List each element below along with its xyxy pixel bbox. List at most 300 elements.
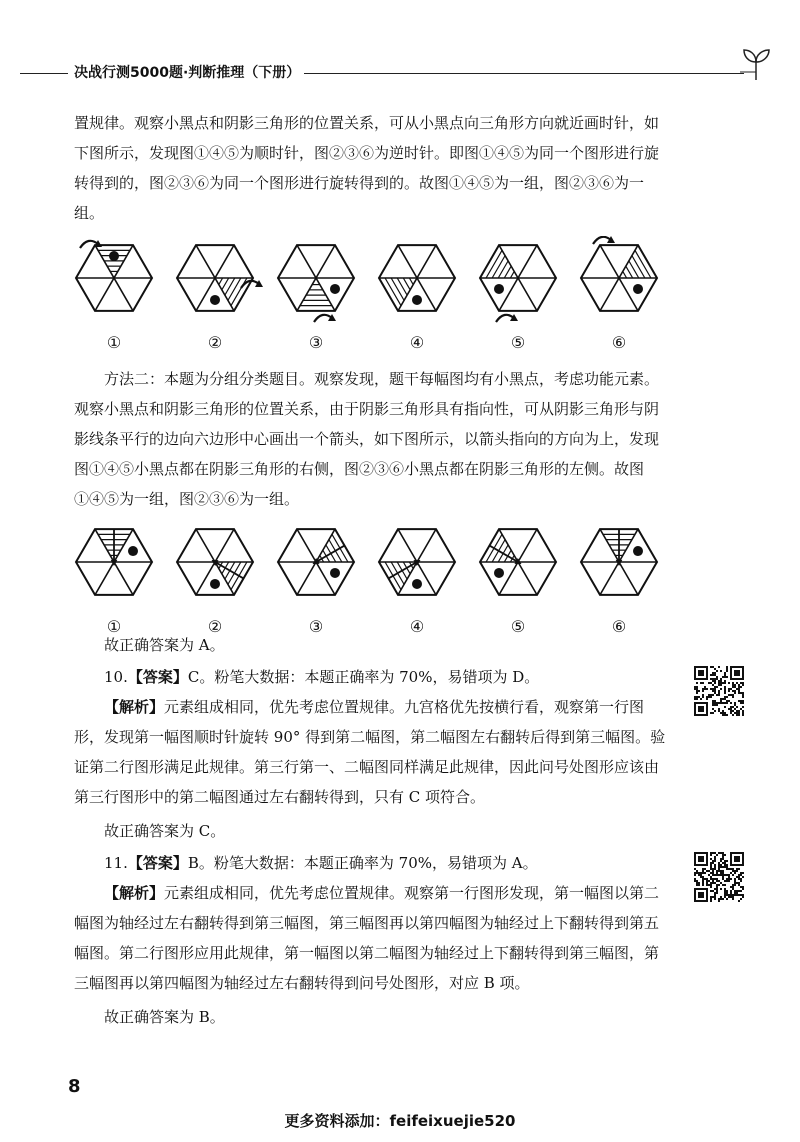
qr-module <box>712 712 714 714</box>
qr-module <box>734 684 736 686</box>
qr-module <box>724 672 726 674</box>
qr-module <box>716 874 718 876</box>
qr-module <box>736 682 738 684</box>
qr-module <box>712 882 714 884</box>
qr-module <box>714 882 716 884</box>
qr-module <box>718 866 720 868</box>
qr-module <box>712 680 714 682</box>
qr-module <box>738 710 740 712</box>
qr-module <box>724 884 726 886</box>
qr-module <box>732 868 734 870</box>
qr-module <box>732 706 734 708</box>
qr-module <box>714 674 716 676</box>
qr-module <box>726 700 728 702</box>
qr-module <box>714 866 716 868</box>
qr-module <box>696 870 698 872</box>
qr-module <box>708 870 710 872</box>
qr-module <box>722 878 724 880</box>
qr-module <box>720 852 722 854</box>
qr-module <box>740 702 742 704</box>
qr-module <box>704 878 706 880</box>
qr-module <box>728 700 730 702</box>
hexagon-figure-6 <box>581 529 657 636</box>
qr-module <box>714 686 716 688</box>
qr-module <box>740 686 742 688</box>
qr-module <box>734 884 736 886</box>
qr-module <box>702 884 704 886</box>
qr-module <box>702 880 704 882</box>
hexagon-figure-5 <box>480 245 556 352</box>
qr-module <box>742 888 744 890</box>
qr-module <box>702 882 704 884</box>
qr-module <box>724 864 726 866</box>
hexagon-figure-3 <box>278 245 354 352</box>
qr-module <box>722 856 724 858</box>
qr-module <box>720 866 722 868</box>
qr-module <box>738 700 740 702</box>
hexagon-figure-1 <box>76 240 152 352</box>
qr-module <box>718 884 720 886</box>
qr-module <box>716 854 718 856</box>
qr-module <box>738 712 740 714</box>
qr-module <box>708 874 710 876</box>
qr-module <box>716 878 718 880</box>
qr-module <box>720 896 722 898</box>
qr-module <box>710 682 712 684</box>
qr-module <box>728 690 730 692</box>
qr-module <box>710 696 712 698</box>
qr-module <box>742 684 744 686</box>
qr-module <box>740 872 742 874</box>
qr-module <box>720 860 722 862</box>
qr-module <box>728 896 730 898</box>
qr-module <box>728 868 730 870</box>
shaded-triangle <box>619 245 657 278</box>
qr-module <box>738 900 740 902</box>
black-dot <box>412 579 422 589</box>
qr-module <box>718 900 720 902</box>
qr-module <box>714 700 716 702</box>
qr-module <box>716 884 718 886</box>
qr-module <box>738 882 740 884</box>
sprout-icon <box>736 42 776 82</box>
qr-module <box>742 710 744 712</box>
qr-module <box>740 700 742 702</box>
qr-module <box>716 702 718 704</box>
qr-module <box>726 676 728 678</box>
qr-module <box>730 710 732 712</box>
qr-module <box>716 670 718 672</box>
qr-module <box>740 708 742 710</box>
qr-module <box>704 686 706 688</box>
qr-module <box>708 880 710 882</box>
qr-module <box>730 708 732 710</box>
qr-module <box>736 688 738 690</box>
qr-module <box>720 702 722 704</box>
qr-module <box>712 690 714 692</box>
q10-answer-line <box>74 662 672 692</box>
qr-module <box>720 670 722 672</box>
qr-module <box>724 676 726 678</box>
qr-module <box>736 710 738 712</box>
qr-module <box>738 690 740 692</box>
qr-module <box>722 702 724 704</box>
qr-finder-core <box>734 856 740 862</box>
hexagon-figure-row-1 <box>70 236 682 352</box>
qr-module <box>730 878 732 880</box>
qr-module <box>720 684 722 686</box>
qr-module <box>718 692 720 694</box>
qr-module <box>712 872 714 874</box>
qr-module <box>738 686 740 688</box>
shaded-triangle <box>379 278 417 311</box>
qr-module <box>734 708 736 710</box>
qr-module <box>718 862 720 864</box>
qr-module <box>738 884 740 886</box>
qr-module <box>722 710 724 712</box>
qr-module <box>732 696 734 698</box>
qr-module <box>706 878 708 880</box>
qr-module <box>720 678 722 680</box>
qr-module <box>716 886 718 888</box>
qr-module <box>714 888 716 890</box>
qr-code-icon[interactable] <box>694 852 744 902</box>
qr-module <box>714 678 716 680</box>
qr-module <box>742 894 744 896</box>
qr-module <box>706 880 708 882</box>
header-rule-left <box>20 73 68 74</box>
qr-module <box>730 872 732 874</box>
qr-module <box>722 714 724 716</box>
qr-module <box>694 874 696 876</box>
qr-module <box>694 688 696 690</box>
qr-module <box>736 712 738 714</box>
qr-module <box>722 682 724 684</box>
qr-module <box>726 696 728 698</box>
qr-module <box>734 878 736 880</box>
qr-module <box>730 886 732 888</box>
qr-module <box>724 866 726 868</box>
qr-code-icon[interactable] <box>694 666 744 716</box>
qr-module <box>720 872 722 874</box>
qr-module <box>714 690 716 692</box>
qr-module <box>710 674 712 676</box>
qr-module <box>734 894 736 896</box>
qr-module <box>714 856 716 858</box>
qr-module <box>710 666 712 668</box>
hexagon-figure-4 <box>379 245 455 352</box>
qr-module <box>734 882 736 884</box>
qr-module <box>742 886 744 888</box>
qr-module <box>738 878 740 880</box>
q11-explanation-tag: 【解析】 <box>104 884 165 902</box>
footer-contact: 更多资料添加：feifeixuejie520 <box>284 1112 516 1130</box>
qr-module <box>732 894 734 896</box>
qr-module <box>732 888 734 890</box>
qr-module <box>724 890 726 892</box>
q10-explanation-tag: 【解析】 <box>104 698 165 716</box>
qr-module <box>724 714 726 716</box>
qr-module <box>708 884 710 886</box>
qr-module <box>696 698 698 700</box>
qr-module <box>730 892 732 894</box>
qr-module <box>720 700 722 702</box>
qr-module <box>714 860 716 862</box>
qr-module <box>710 882 712 884</box>
figure-label: ⑥ <box>611 617 627 636</box>
figure-label: ② <box>207 617 223 636</box>
qr-module <box>736 876 738 878</box>
qr-module <box>698 872 700 874</box>
qr-module <box>724 874 726 876</box>
qr-module <box>724 712 726 714</box>
qr-module <box>740 886 742 888</box>
qr-module <box>710 898 712 900</box>
qr-module <box>714 692 716 694</box>
qr-module <box>704 868 706 870</box>
qr-module <box>720 682 722 684</box>
qr-module <box>726 894 728 896</box>
qr-module <box>722 876 724 878</box>
qr-module <box>724 690 726 692</box>
qr-module <box>736 706 738 708</box>
qr-module <box>704 688 706 690</box>
qr-module <box>712 678 714 680</box>
qr-module <box>724 682 726 684</box>
qr-module <box>740 894 742 896</box>
q10-answer-tag: 【答案】 <box>127 668 188 686</box>
figure-label: ④ <box>409 617 425 636</box>
qr-module <box>720 712 722 714</box>
qr-module <box>714 704 716 706</box>
qr-module <box>702 878 704 880</box>
qr-module <box>710 886 712 888</box>
qr-module <box>700 682 702 684</box>
qr-module <box>710 876 712 878</box>
qr-module <box>730 896 732 898</box>
hexagon-figure-1-svg <box>70 236 682 356</box>
qr-module <box>732 898 734 900</box>
figure-label: ① <box>106 617 122 636</box>
qr-module <box>738 874 740 876</box>
qr-module <box>724 674 726 676</box>
figure-label: ⑤ <box>510 333 526 352</box>
qr-module <box>700 874 702 876</box>
qr-module <box>724 680 726 682</box>
qr-module <box>714 864 716 866</box>
black-dot <box>494 568 504 578</box>
hexagon-figure-2 <box>177 245 263 352</box>
qr-module <box>724 854 726 856</box>
qr-module <box>734 690 736 692</box>
qr-module <box>710 866 712 868</box>
qr-module <box>726 666 728 668</box>
q11-answer-line <box>74 848 672 878</box>
qr-finder-core <box>698 706 704 712</box>
qr-module <box>728 694 730 696</box>
qr-module <box>696 688 698 690</box>
qr-module <box>718 680 720 682</box>
qr-module <box>710 872 712 874</box>
shaded-triangle <box>480 245 518 278</box>
qr-module <box>720 874 722 876</box>
qr-module <box>732 686 734 688</box>
qr-module <box>712 684 714 686</box>
qr-module <box>726 864 728 866</box>
qr-module <box>740 890 742 892</box>
qr-module <box>724 706 726 708</box>
qr-module <box>734 702 736 704</box>
qr-module <box>718 880 720 882</box>
qr-module <box>714 682 716 684</box>
qr-module <box>726 714 728 716</box>
hexagon-figure-6 <box>581 236 657 352</box>
qr-module <box>730 688 732 690</box>
qr-module <box>716 870 718 872</box>
qr-module <box>740 874 742 876</box>
qr-module <box>726 880 728 882</box>
qr-module <box>700 698 702 700</box>
qr-module <box>696 696 698 698</box>
qr-module <box>732 884 734 886</box>
qr-module <box>712 674 714 676</box>
qr-module <box>706 696 708 698</box>
qr-module <box>710 858 712 860</box>
qr-module <box>696 690 698 692</box>
qr-module <box>730 706 732 708</box>
qr-module <box>734 872 736 874</box>
qr-module <box>732 682 734 684</box>
qr-module <box>712 672 714 674</box>
qr-module <box>714 868 716 870</box>
qr-module <box>712 688 714 690</box>
qr-module <box>706 870 708 872</box>
qr-module <box>724 698 726 700</box>
figure-label: ⑤ <box>510 617 526 636</box>
qr-module <box>718 702 720 704</box>
hexagon-figure-1 <box>76 529 152 636</box>
qr-module <box>728 894 730 896</box>
qr-module <box>722 874 724 876</box>
qr-module <box>722 676 724 678</box>
q10-answer-body: C。粉笔大数据：本题正确率为 70%，易错项为 D。 <box>187 668 540 686</box>
qr-module <box>710 854 712 856</box>
qr-module <box>724 688 726 690</box>
q11-answer-body: B。粉笔大数据：本题正确率为 70%，易错项为 A。 <box>187 854 538 872</box>
qr-module <box>714 878 716 880</box>
qr-module <box>698 882 700 884</box>
qr-module <box>696 682 698 684</box>
qr-module <box>742 682 744 684</box>
q10-explanation <box>74 692 672 812</box>
qr-module <box>712 860 714 862</box>
qr-module <box>716 694 718 696</box>
qr-module <box>710 878 712 880</box>
qr-module <box>720 898 722 900</box>
qr-module <box>714 672 716 674</box>
qr-module <box>720 870 722 872</box>
qr-module <box>714 874 716 876</box>
qr-module <box>726 860 728 862</box>
qr-module <box>742 692 744 694</box>
qr-module <box>734 880 736 882</box>
qr-module <box>726 668 728 670</box>
qr-module <box>740 878 742 880</box>
q11-explanation <box>74 878 672 998</box>
qr-module <box>712 874 714 876</box>
qr-module <box>712 862 714 864</box>
shaded-triangle <box>215 562 253 595</box>
qr-module <box>714 680 716 682</box>
qr-module <box>734 892 736 894</box>
qr-module <box>722 698 724 700</box>
qr-module <box>738 868 740 870</box>
qr-module <box>724 696 726 698</box>
qr-module <box>704 872 706 874</box>
qr-module <box>724 692 726 694</box>
qr-module <box>702 694 704 696</box>
qr-module <box>712 704 714 706</box>
qr-module <box>722 712 724 714</box>
qr-module <box>732 714 734 716</box>
qr-module <box>694 880 696 882</box>
qr-module <box>702 870 704 872</box>
hexagon-figure-5 <box>480 529 556 636</box>
qr-module <box>716 704 718 706</box>
qr-module <box>738 894 740 896</box>
black-dot <box>633 284 643 294</box>
qr-module <box>712 694 714 696</box>
qr-module <box>732 694 734 696</box>
figure-label: ③ <box>308 333 324 352</box>
qr-module <box>708 694 710 696</box>
qr-module <box>694 686 696 688</box>
qr-module <box>712 868 714 870</box>
qr-module <box>730 712 732 714</box>
qr-module <box>716 678 718 680</box>
qr-module <box>700 876 702 878</box>
qr-module <box>738 890 740 892</box>
qr-module <box>712 878 714 880</box>
qr-module <box>722 852 724 854</box>
qr-module <box>738 692 740 694</box>
black-dot <box>412 295 422 305</box>
qr-module <box>728 682 730 684</box>
qr-module <box>720 882 722 884</box>
qr-module <box>718 898 720 900</box>
qr-module <box>742 872 744 874</box>
qr-module <box>724 892 726 894</box>
black-dot <box>330 568 340 578</box>
qr-module <box>718 666 720 668</box>
figure-label: ① <box>106 333 122 352</box>
qr-module <box>732 874 734 876</box>
qr-module <box>722 858 724 860</box>
qr-module <box>706 698 708 700</box>
qr-module <box>712 666 714 668</box>
q11-number: 11. <box>104 854 128 872</box>
qr-module <box>742 896 744 898</box>
qr-module <box>732 690 734 692</box>
qr-module <box>714 702 716 704</box>
qr-module <box>714 898 716 900</box>
qr-module <box>722 898 724 900</box>
qr-module <box>722 862 724 864</box>
black-dot <box>494 284 504 294</box>
shaded-triangle <box>480 529 518 562</box>
qr-module <box>718 708 720 710</box>
black-dot <box>210 579 220 589</box>
